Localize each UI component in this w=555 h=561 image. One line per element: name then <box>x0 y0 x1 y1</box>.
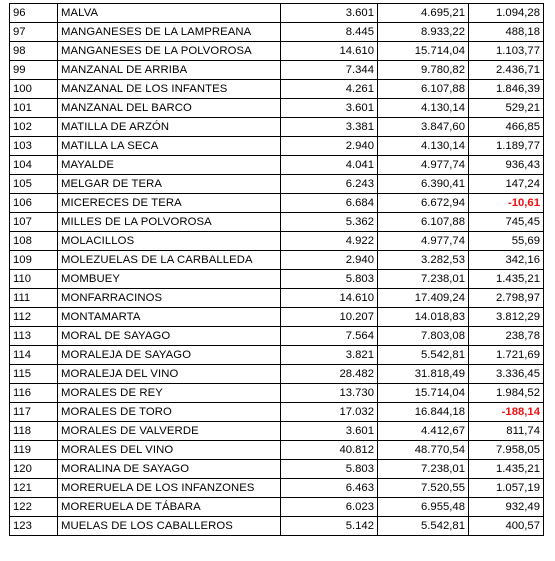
table-row <box>10 441 544 460</box>
difference-cell: 932,49 <box>469 498 544 517</box>
value-1-cell: 3.821 <box>281 346 378 365</box>
value-2-cell: 7.238,01 <box>378 460 469 479</box>
table-row <box>10 327 544 346</box>
municipality-name-cell: MORALEJA DE SAYAGO <box>58 346 281 365</box>
municipality-name-cell: MALVA <box>58 4 281 23</box>
row-number-cell: 101 <box>10 99 58 118</box>
municipality-name-cell: MORERUELA DE LOS INFANZONES <box>58 479 281 498</box>
municipality-name-cell: MORALES DE TORO <box>58 403 281 422</box>
table-row <box>10 61 544 80</box>
table-row <box>10 118 544 137</box>
value-1-cell: 7.564 <box>281 327 378 346</box>
table-row <box>10 213 544 232</box>
difference-cell: 147,24 <box>469 175 544 194</box>
value-2-cell: 9.780,82 <box>378 61 469 80</box>
row-number-cell: 113 <box>10 327 58 346</box>
value-2-cell: 7.803,08 <box>378 327 469 346</box>
municipality-name-cell: MORALINA DE SAYAGO <box>58 460 281 479</box>
row-number-cell: 122 <box>10 498 58 517</box>
row-number-cell: 106 <box>10 194 58 213</box>
difference-cell: 1.846,39 <box>469 80 544 99</box>
table-row <box>10 23 544 42</box>
table-row <box>10 384 544 403</box>
difference-cell: -188,14 <box>469 403 544 422</box>
difference-cell: 238,78 <box>469 327 544 346</box>
value-2-cell: 7.238,01 <box>378 270 469 289</box>
municipality-name-cell: MELGAR DE TERA <box>58 175 281 194</box>
municipality-name-cell: MOLACILLOS <box>58 232 281 251</box>
difference-cell: 7.958,05 <box>469 441 544 460</box>
municipality-name-cell: MANZANAL DEL BARCO <box>58 99 281 118</box>
table-row <box>10 365 544 384</box>
municipality-name-cell: MORALES DE REY <box>58 384 281 403</box>
table-row <box>10 517 544 536</box>
row-number-cell: 98 <box>10 42 58 61</box>
row-number-cell: 107 <box>10 213 58 232</box>
difference-cell: 1.435,21 <box>469 460 544 479</box>
value-1-cell: 2.940 <box>281 251 378 270</box>
table-row <box>10 4 544 23</box>
value-1-cell: 3.601 <box>281 4 378 23</box>
row-number-cell: 119 <box>10 441 58 460</box>
table-row <box>10 156 544 175</box>
value-1-cell: 7.344 <box>281 61 378 80</box>
value-1-cell: 40.812 <box>281 441 378 460</box>
row-number-cell: 96 <box>10 4 58 23</box>
row-number-cell: 115 <box>10 365 58 384</box>
table-row <box>10 42 544 61</box>
value-1-cell: 6.684 <box>281 194 378 213</box>
municipality-name-cell: MICERECES DE TERA <box>58 194 281 213</box>
difference-cell: 1.984,52 <box>469 384 544 403</box>
value-2-cell: 6.672,94 <box>378 194 469 213</box>
value-2-cell: 6.955,48 <box>378 498 469 517</box>
municipality-name-cell: MUELAS DE LOS CABALLEROS <box>58 517 281 536</box>
difference-cell: 1.435,21 <box>469 270 544 289</box>
difference-cell: 466,85 <box>469 118 544 137</box>
row-number-cell: 103 <box>10 137 58 156</box>
row-number-cell: 104 <box>10 156 58 175</box>
value-1-cell: 4.041 <box>281 156 378 175</box>
row-number-cell: 105 <box>10 175 58 194</box>
value-2-cell: 4.977,74 <box>378 156 469 175</box>
municipality-name-cell: MOMBUEY <box>58 270 281 289</box>
table-row <box>10 346 544 365</box>
difference-cell: 2.436,71 <box>469 61 544 80</box>
table-row <box>10 422 544 441</box>
table-row <box>10 498 544 517</box>
value-2-cell: 3.282,53 <box>378 251 469 270</box>
difference-cell: 936,43 <box>469 156 544 175</box>
value-2-cell: 3.847,60 <box>378 118 469 137</box>
value-2-cell: 15.714,04 <box>378 384 469 403</box>
table-row <box>10 479 544 498</box>
table-row <box>10 308 544 327</box>
row-number-cell: 99 <box>10 61 58 80</box>
municipality-name-cell: MOLEZUELAS DE LA CARBALLEDA <box>58 251 281 270</box>
value-2-cell: 4.130,14 <box>378 137 469 156</box>
difference-cell: -10,61 <box>469 194 544 213</box>
table-row <box>10 99 544 118</box>
municipality-name-cell: MORALEJA DEL VINO <box>58 365 281 384</box>
value-1-cell: 17.032 <box>281 403 378 422</box>
row-number-cell: 109 <box>10 251 58 270</box>
value-2-cell: 6.107,88 <box>378 213 469 232</box>
row-number-cell: 123 <box>10 517 58 536</box>
value-2-cell: 17.409,24 <box>378 289 469 308</box>
value-1-cell: 3.381 <box>281 118 378 137</box>
value-2-cell: 4.695,21 <box>378 4 469 23</box>
value-2-cell: 48.770,54 <box>378 441 469 460</box>
value-1-cell: 5.142 <box>281 517 378 536</box>
value-1-cell: 4.261 <box>281 80 378 99</box>
value-2-cell: 15.714,04 <box>378 42 469 61</box>
table-row <box>10 289 544 308</box>
value-2-cell: 4.977,74 <box>378 232 469 251</box>
difference-cell: 342,16 <box>469 251 544 270</box>
difference-cell: 55,69 <box>469 232 544 251</box>
value-2-cell: 4.412,67 <box>378 422 469 441</box>
municipality-name-cell: MORALES DEL VINO <box>58 441 281 460</box>
difference-cell: 400,57 <box>469 517 544 536</box>
row-number-cell: 120 <box>10 460 58 479</box>
table-row <box>10 403 544 422</box>
municipality-name-cell: MANGANESES DE LA POLVOROSA <box>58 42 281 61</box>
value-1-cell: 10.207 <box>281 308 378 327</box>
value-2-cell: 14.018,83 <box>378 308 469 327</box>
row-number-cell: 111 <box>10 289 58 308</box>
difference-cell: 488,18 <box>469 23 544 42</box>
value-1-cell: 14.610 <box>281 42 378 61</box>
value-1-cell: 5.803 <box>281 270 378 289</box>
difference-cell: 2.798,97 <box>469 289 544 308</box>
value-1-cell: 2.940 <box>281 137 378 156</box>
value-1-cell: 3.601 <box>281 99 378 118</box>
difference-cell: 1.721,69 <box>469 346 544 365</box>
table-row <box>10 232 544 251</box>
row-number-cell: 114 <box>10 346 58 365</box>
row-number-cell: 102 <box>10 118 58 137</box>
table-row <box>10 251 544 270</box>
row-number-cell: 110 <box>10 270 58 289</box>
table-row <box>10 194 544 213</box>
municipality-name-cell: MORALES DE VALVERDE <box>58 422 281 441</box>
difference-cell: 745,45 <box>469 213 544 232</box>
difference-cell: 3.812,29 <box>469 308 544 327</box>
value-2-cell: 31.818,49 <box>378 365 469 384</box>
municipality-name-cell: MILLES DE LA POLVOROSA <box>58 213 281 232</box>
row-number-cell: 108 <box>10 232 58 251</box>
value-2-cell: 16.844,18 <box>378 403 469 422</box>
row-number-cell: 100 <box>10 80 58 99</box>
row-number-cell: 121 <box>10 479 58 498</box>
value-1-cell: 8.445 <box>281 23 378 42</box>
row-number-cell: 97 <box>10 23 58 42</box>
municipality-name-cell: MAYALDE <box>58 156 281 175</box>
value-2-cell: 6.107,88 <box>378 80 469 99</box>
value-2-cell: 4.130,14 <box>378 99 469 118</box>
difference-cell: 1.094,28 <box>469 4 544 23</box>
value-1-cell: 4.922 <box>281 232 378 251</box>
municipality-name-cell: MATILLA DE ARZÓN <box>58 118 281 137</box>
value-1-cell: 5.362 <box>281 213 378 232</box>
value-2-cell: 5.542,81 <box>378 346 469 365</box>
value-1-cell: 6.463 <box>281 479 378 498</box>
municipality-name-cell: MONFARRACINOS <box>58 289 281 308</box>
row-number-cell: 117 <box>10 403 58 422</box>
difference-cell: 1.103,77 <box>469 42 544 61</box>
table-row <box>10 80 544 99</box>
municipality-name-cell: MATILLA LA SECA <box>58 137 281 156</box>
value-2-cell: 6.390,41 <box>378 175 469 194</box>
row-number-cell: 112 <box>10 308 58 327</box>
difference-cell: 3.336,45 <box>469 365 544 384</box>
table-row <box>10 460 544 479</box>
value-2-cell: 5.542,81 <box>378 517 469 536</box>
municipality-name-cell: MONTAMARTA <box>58 308 281 327</box>
difference-cell: 1.189,77 <box>469 137 544 156</box>
row-number-cell: 116 <box>10 384 58 403</box>
table-body <box>10 4 544 536</box>
municipality-name-cell: MANGANESES DE LA LAMPREANA <box>58 23 281 42</box>
value-1-cell: 6.023 <box>281 498 378 517</box>
municipality-name-cell: MORERUELA DE TÁBARA <box>58 498 281 517</box>
table-row <box>10 175 544 194</box>
row-number-cell: 118 <box>10 422 58 441</box>
value-2-cell: 8.933,22 <box>378 23 469 42</box>
difference-cell: 811,74 <box>469 422 544 441</box>
municipality-name-cell: MANZANAL DE ARRIBA <box>58 61 281 80</box>
value-1-cell: 28.482 <box>281 365 378 384</box>
value-1-cell: 14.610 <box>281 289 378 308</box>
municipality-name-cell: MANZANAL DE LOS INFANTES <box>58 80 281 99</box>
data-table <box>9 3 544 536</box>
value-1-cell: 6.243 <box>281 175 378 194</box>
table-row <box>10 137 544 156</box>
value-1-cell: 5.803 <box>281 460 378 479</box>
difference-cell: 1.057,19 <box>469 479 544 498</box>
value-1-cell: 3.601 <box>281 422 378 441</box>
value-2-cell: 7.520,55 <box>378 479 469 498</box>
table-row <box>10 270 544 289</box>
municipality-name-cell: MORAL DE SAYAGO <box>58 327 281 346</box>
difference-cell: 529,21 <box>469 99 544 118</box>
value-1-cell: 13.730 <box>281 384 378 403</box>
